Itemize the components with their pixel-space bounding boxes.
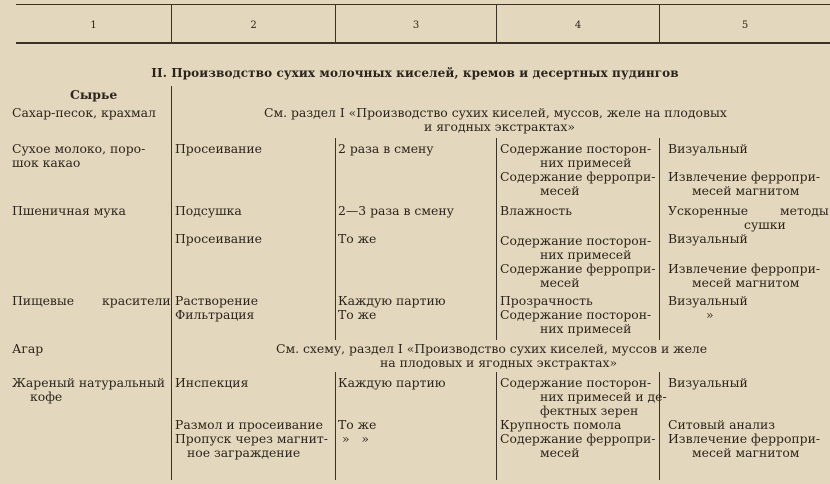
agar-raw-material: Агар [12, 341, 44, 356]
milk-param-impurities-cont: них примесей [540, 155, 632, 170]
body-divider-4a [659, 138, 660, 340]
dyes-raw-material: Пищевые красители [12, 293, 171, 308]
coffee-raw-material: Жареный натуральный [12, 375, 165, 390]
milk-operation: Просеивание [175, 141, 262, 156]
agar-reference-note: См. схему, раздел I «Производство сухих киселей, муссов и желе [276, 341, 708, 356]
coffee-raw-material-cont: кофе [30, 389, 63, 404]
coffee-method-magnet: Извлечение ферропри- [668, 431, 821, 446]
flour-method-rapid: Ускоренные методы [668, 203, 829, 218]
coffee-period-same: То же [338, 417, 377, 432]
flour-period-drying: 2—3 раза в смену [338, 203, 454, 218]
milk-method-visual: Визуальный [668, 141, 748, 156]
flour-raw-material: Пшеничная мука [12, 203, 126, 218]
agar-reference-note-cont: на плодовых и ягодных экстрактах» [380, 355, 618, 370]
milk-period: 2 раза в смену [338, 141, 434, 156]
coffee-param-impurities-cont: них примесей и де- [540, 389, 667, 404]
body-divider-3b [496, 372, 497, 480]
coffee-operation-inspection: Инспекция [175, 375, 249, 390]
dyes-period-same: То же [338, 307, 377, 322]
dyes-param-impurities: Содержание посторон- [500, 307, 652, 322]
dyes-method-visual: Визуальный [668, 293, 748, 308]
flour-method-magnet-cont: месей магнитом [692, 275, 800, 290]
body-divider-3a [496, 138, 497, 340]
milk-raw-material: Сухое молоко, поро- [12, 141, 146, 156]
sugar-raw-material: Сахар-песок, крахмал [12, 105, 156, 120]
milk-param-impurities: Содержание посторон- [500, 141, 652, 156]
milk-raw-material-cont: шок какао [12, 155, 81, 170]
coffee-operation-magnet-cont: ное заграждение [187, 445, 301, 460]
coffee-operation-magnet: Пропуск через магнит- [175, 431, 328, 446]
flour-param-impurities: Содержание посторон- [500, 233, 652, 248]
coffee-operation-grinding: Размол и просеивание [175, 417, 323, 432]
dyes-period-batch: Каждую партию [338, 293, 446, 308]
header-bottom-rule [16, 42, 830, 44]
flour-method-rapid-cont: сушки [744, 217, 786, 232]
column-header-1: 1 [90, 20, 97, 31]
column-header-5: 5 [741, 20, 749, 31]
column-header-3: 3 [412, 20, 420, 31]
coffee-param-defects: фектных зерен [540, 403, 639, 418]
flour-method-magnet: Извлечение ферропри- [668, 261, 821, 276]
body-divider-2a [335, 138, 336, 340]
flour-method-visual: Визуальный [668, 231, 748, 246]
coffee-period-ditto: » » [342, 431, 369, 446]
header-top-rule [16, 4, 830, 5]
flour-param-ferro-cont: месей [540, 275, 580, 290]
dyes-operation-filtering: Фильтрация [175, 307, 255, 322]
coffee-param-impurities: Содержание посторон- [500, 375, 652, 390]
sugar-reference-note: См. раздел I «Производство сухих киселей, муссов, желе на плодовых [264, 105, 727, 120]
flour-param-ferro: Содержание ферропри- [500, 261, 656, 276]
dyes-param-impurities-cont: них примесей [540, 321, 632, 336]
flour-param-moisture: Влажность [500, 203, 573, 218]
dyes-param-transparency: Прозрачность [500, 293, 593, 308]
column-header-4: 4 [574, 20, 582, 31]
milk-method-magnet-cont: месей магнитом [692, 183, 800, 198]
sugar-reference-note-cont: и ягодных экстрактах» [424, 119, 575, 134]
coffee-method-sieve: Ситовый анализ [668, 417, 776, 432]
dyes-method-ditto: » [706, 307, 714, 322]
coffee-param-grind-size: Крупность помола [500, 417, 622, 432]
coffee-method-visual: Визуальный [668, 375, 748, 390]
column-header-2: 2 [250, 20, 257, 31]
section-title: II. Производство сухих молочных киселей, кремов и десертных пудингов [151, 66, 679, 80]
milk-param-ferro-cont: месей [540, 183, 580, 198]
flour-operation-sifting: Просеивание [175, 231, 262, 246]
coffee-param-ferro-cont: месей [540, 445, 580, 460]
milk-param-ferro: Содержание ферропри- [500, 169, 656, 184]
flour-param-impurities-cont: них примесей [540, 247, 632, 262]
body-divider-1a [171, 86, 172, 480]
dyes-operation-dissolving: Растворение [175, 293, 259, 308]
milk-method-magnet: Извлечение ферропри- [668, 169, 821, 184]
flour-period-sifting: То же [338, 231, 377, 246]
coffee-param-ferro: Содержание ферропри- [500, 431, 656, 446]
body-divider-2b [335, 372, 336, 480]
raw-material-heading: Сырье [70, 87, 118, 102]
flour-operation-drying: Подсушка [175, 203, 242, 218]
coffee-period-batch: Каждую партию [338, 375, 446, 390]
coffee-method-magnet-cont: месей магнитом [692, 445, 800, 460]
